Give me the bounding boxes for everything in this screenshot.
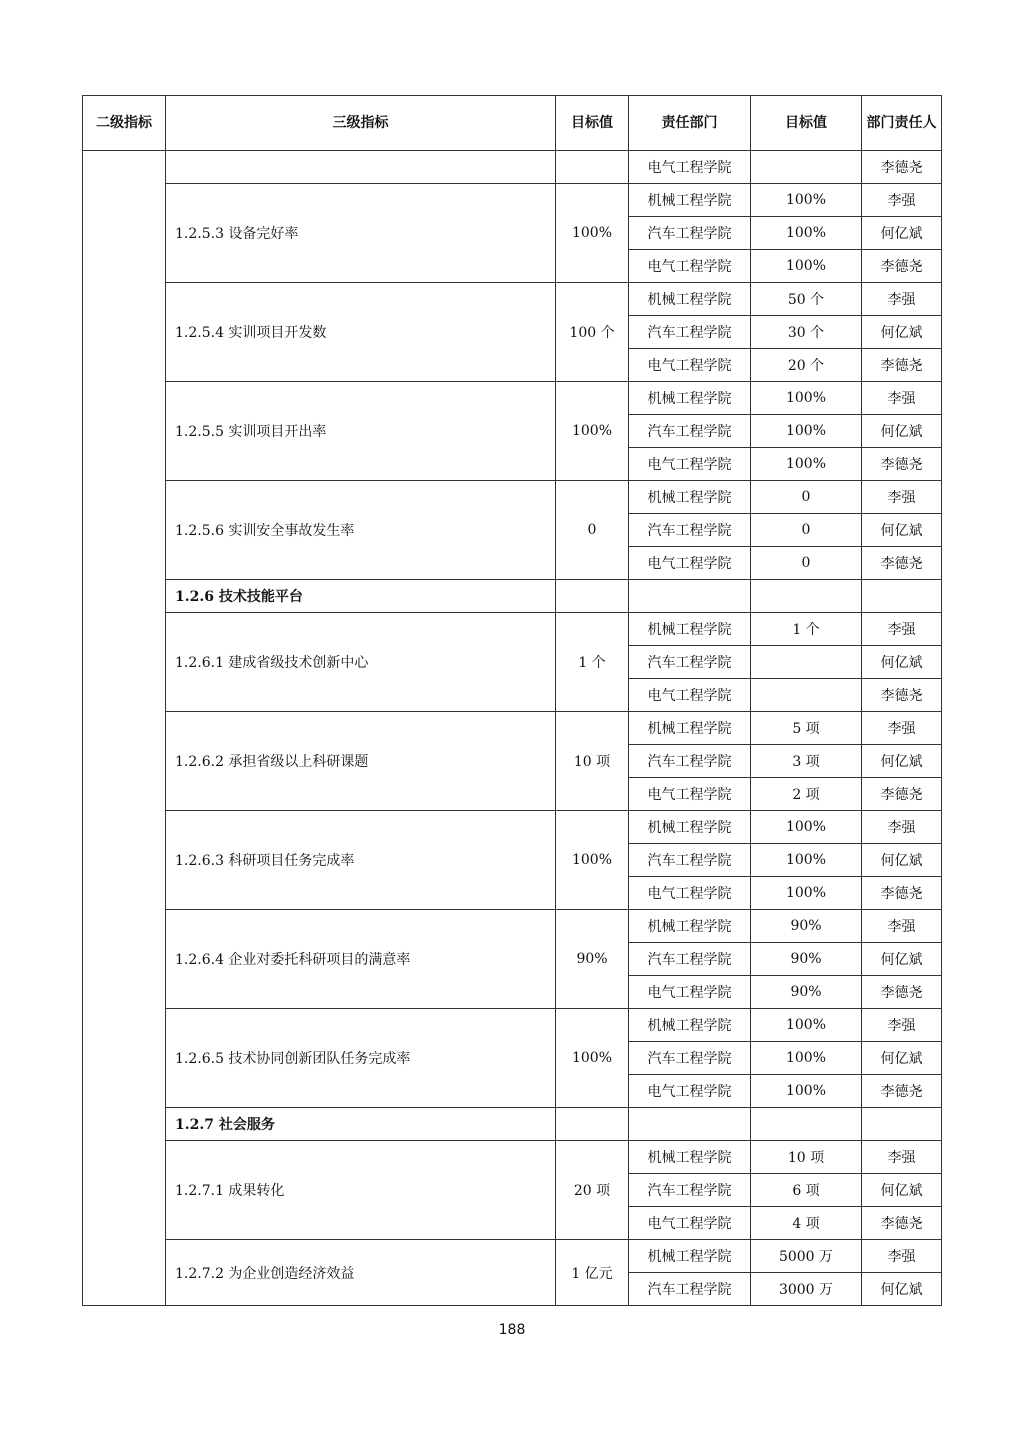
- dept-cell: 机械工程学院: [629, 481, 751, 514]
- dept-cell: 汽车工程学院: [629, 943, 751, 976]
- dept-cell: 电气工程学院: [629, 778, 751, 811]
- dept-target-cell: 100%: [751, 844, 862, 877]
- dept-cell: 机械工程学院: [629, 811, 751, 844]
- owner-cell: 何亿斌: [862, 316, 942, 349]
- dept-target-cell: 100%: [751, 877, 862, 910]
- section-row: [83, 580, 942, 613]
- owner-cell: 何亿斌: [862, 844, 942, 877]
- owner-cell: 李强: [862, 1141, 942, 1174]
- header-target: 目标值: [556, 96, 629, 151]
- owner-cell: 李德尧: [862, 250, 942, 283]
- dept-target-cell: 1 个: [751, 613, 862, 646]
- dept-target-cell: 100%: [751, 415, 862, 448]
- table-row: [83, 1240, 942, 1273]
- dept-cell: 汽车工程学院: [629, 316, 751, 349]
- dept-cell: 电气工程学院: [629, 877, 751, 910]
- owner-cell: 李德尧: [862, 976, 942, 1009]
- dept-cell: 汽车工程学院: [629, 1273, 751, 1306]
- dept-target-cell: 0: [751, 481, 862, 514]
- indicator-target: 100%: [556, 811, 629, 910]
- owner-cell: 李德尧: [862, 877, 942, 910]
- section-title: 1.2.6 技术技能平台: [166, 580, 556, 613]
- owner-cell: 何亿斌: [862, 646, 942, 679]
- owner-cell: 李强: [862, 811, 942, 844]
- dept-target-cell: 90%: [751, 943, 862, 976]
- indicator-name: 1.2.5.5 实训项目开出率: [166, 382, 556, 481]
- dept-cell: 机械工程学院: [629, 712, 751, 745]
- dept-cell: 电气工程学院: [629, 151, 751, 184]
- indicator-target: 100%: [556, 184, 629, 283]
- dept-cell: 机械工程学院: [629, 1009, 751, 1042]
- table-row: [83, 1009, 942, 1042]
- dept-cell: 汽车工程学院: [629, 646, 751, 679]
- owner-cell: 李强: [862, 910, 942, 943]
- dept-target-cell: [751, 646, 862, 679]
- table-row: [83, 613, 942, 646]
- dept-cell: 电气工程学院: [629, 1075, 751, 1108]
- dept-target-cell: 20 个: [751, 349, 862, 382]
- indicator-cell: [166, 151, 556, 184]
- dept-target-cell: 50 个: [751, 283, 862, 316]
- section-title: 1.2.7 社会服务: [166, 1108, 556, 1141]
- dept-target-cell: 6 项: [751, 1174, 862, 1207]
- indicator-target: 90%: [556, 910, 629, 1009]
- indicator-name: 1.2.6.4 企业对委托科研项目的满意率: [166, 910, 556, 1009]
- dept-target-cell: 4 项: [751, 1207, 862, 1240]
- table-row: [83, 184, 942, 217]
- indicator-target: 1 个: [556, 613, 629, 712]
- dept-cell: 电气工程学院: [629, 349, 751, 382]
- dept-target-cell: 10 项: [751, 1141, 862, 1174]
- dept-cell: 机械工程学院: [629, 283, 751, 316]
- dept-target-cell: 100%: [751, 184, 862, 217]
- dept-target-cell: 0: [751, 514, 862, 547]
- dept-target-cell: 5 项: [751, 712, 862, 745]
- section-row: [83, 1108, 942, 1141]
- dept-cell: 机械工程学院: [629, 184, 751, 217]
- dept-cell: 电气工程学院: [629, 250, 751, 283]
- owner-cell: 李德尧: [862, 1207, 942, 1240]
- header-level2: 二级指标: [83, 96, 166, 151]
- table-row: [83, 382, 942, 415]
- dept-cell: 机械工程学院: [629, 382, 751, 415]
- empty-cell: [629, 1108, 751, 1141]
- dept-cell: 电气工程学院: [629, 679, 751, 712]
- table-row: [83, 811, 942, 844]
- level2-cell: [83, 151, 166, 1306]
- indicator-target: 100%: [556, 382, 629, 481]
- table-row: [83, 1141, 942, 1174]
- indicator-table: [82, 95, 942, 1306]
- indicator-name: 1.2.6.3 科研项目任务完成率: [166, 811, 556, 910]
- indicator-name: 1.2.6.2 承担省级以上科研课题: [166, 712, 556, 811]
- dept-target-cell: 3 项: [751, 745, 862, 778]
- indicator-target: 20 项: [556, 1141, 629, 1240]
- dept-cell: 机械工程学院: [629, 1141, 751, 1174]
- dept-cell: 汽车工程学院: [629, 1174, 751, 1207]
- dept-cell: 汽车工程学院: [629, 415, 751, 448]
- dept-cell: 汽车工程学院: [629, 745, 751, 778]
- dept-cell: 电气工程学院: [629, 448, 751, 481]
- dept-cell: 电气工程学院: [629, 547, 751, 580]
- table-row: [83, 712, 942, 745]
- table-row: [83, 151, 942, 184]
- owner-cell: 李强: [862, 613, 942, 646]
- owner-cell: 李德尧: [862, 547, 942, 580]
- target-cell: [556, 151, 629, 184]
- header-dept-target: 目标值: [751, 96, 862, 151]
- dept-target-cell: 100%: [751, 250, 862, 283]
- owner-cell: 何亿斌: [862, 217, 942, 250]
- header-row: [83, 96, 942, 151]
- owner-cell: 何亿斌: [862, 1042, 942, 1075]
- indicator-target: 1 亿元: [556, 1240, 629, 1306]
- owner-cell: 李强: [862, 712, 942, 745]
- dept-cell: 机械工程学院: [629, 910, 751, 943]
- owner-cell: 李强: [862, 1240, 942, 1273]
- dept-cell: 机械工程学院: [629, 613, 751, 646]
- header-owner: 部门责任人: [862, 96, 942, 151]
- empty-cell: [629, 580, 751, 613]
- indicator-name: 1.2.5.3 设备完好率: [166, 184, 556, 283]
- indicator-name: 1.2.5.6 实训安全事故发生率: [166, 481, 556, 580]
- owner-cell: 李强: [862, 1009, 942, 1042]
- dept-target-cell: 100%: [751, 1075, 862, 1108]
- indicator-target: 100 个: [556, 283, 629, 382]
- indicator-name: 1.2.7.2 为企业创造经济效益: [166, 1240, 556, 1306]
- owner-cell: 何亿斌: [862, 1273, 942, 1306]
- owner-cell: 李强: [862, 283, 942, 316]
- empty-cell: [751, 580, 862, 613]
- table-row: [83, 910, 942, 943]
- dept-target-cell: 100%: [751, 217, 862, 250]
- owner-cell: 李德尧: [862, 778, 942, 811]
- indicator-name: 1.2.5.4 实训项目开发数: [166, 283, 556, 382]
- dept-target-cell: 100%: [751, 382, 862, 415]
- dept-target-cell: 90%: [751, 976, 862, 1009]
- dept-target-cell: [751, 151, 862, 184]
- owner-cell: 何亿斌: [862, 943, 942, 976]
- owner-cell: 李德尧: [862, 1075, 942, 1108]
- table-body: [83, 151, 942, 1306]
- indicator-target: 10 项: [556, 712, 629, 811]
- dept-target-cell: 0: [751, 547, 862, 580]
- owner-cell: 何亿斌: [862, 415, 942, 448]
- owner-cell: 李德尧: [862, 448, 942, 481]
- dept-cell: 汽车工程学院: [629, 844, 751, 877]
- dept-cell: 汽车工程学院: [629, 1042, 751, 1075]
- indicator-name: 1.2.6.1 建成省级技术创新中心: [166, 613, 556, 712]
- owner-cell: 何亿斌: [862, 745, 942, 778]
- empty-cell: [862, 1108, 942, 1141]
- dept-cell: 电气工程学院: [629, 1207, 751, 1240]
- dept-target-cell: 100%: [751, 1009, 862, 1042]
- dept-target-cell: [751, 679, 862, 712]
- empty-cell: [862, 580, 942, 613]
- dept-target-cell: 90%: [751, 910, 862, 943]
- table-row: [83, 481, 942, 514]
- dept-cell: 电气工程学院: [629, 976, 751, 1009]
- empty-cell: [751, 1108, 862, 1141]
- owner-cell: 李德尧: [862, 151, 942, 184]
- owner-cell: 李德尧: [862, 679, 942, 712]
- indicator-name: 1.2.7.1 成果转化: [166, 1141, 556, 1240]
- indicator-target: 100%: [556, 1009, 629, 1108]
- owner-cell: 李强: [862, 382, 942, 415]
- dept-target-cell: 30 个: [751, 316, 862, 349]
- dept-cell: 汽车工程学院: [629, 217, 751, 250]
- indicator-target: 0: [556, 481, 629, 580]
- owner-cell: 李强: [862, 481, 942, 514]
- empty-cell: [556, 1108, 629, 1141]
- owner-cell: 李德尧: [862, 349, 942, 382]
- dept-cell: 汽车工程学院: [629, 514, 751, 547]
- header-dept: 责任部门: [629, 96, 751, 151]
- dept-target-cell: 100%: [751, 448, 862, 481]
- dept-target-cell: 3000 万: [751, 1273, 862, 1306]
- indicator-name: 1.2.6.5 技术协同创新团队任务完成率: [166, 1009, 556, 1108]
- page-number: 188: [498, 1322, 526, 1338]
- dept-target-cell: 100%: [751, 811, 862, 844]
- owner-cell: 何亿斌: [862, 514, 942, 547]
- header-level3: 三级指标: [166, 96, 556, 151]
- dept-cell: 机械工程学院: [629, 1240, 751, 1273]
- dept-target-cell: 2 项: [751, 778, 862, 811]
- dept-target-cell: 5000 万: [751, 1240, 862, 1273]
- empty-cell: [556, 580, 629, 613]
- dept-target-cell: 100%: [751, 1042, 862, 1075]
- owner-cell: 何亿斌: [862, 1174, 942, 1207]
- owner-cell: 李强: [862, 184, 942, 217]
- table-row: [83, 283, 942, 316]
